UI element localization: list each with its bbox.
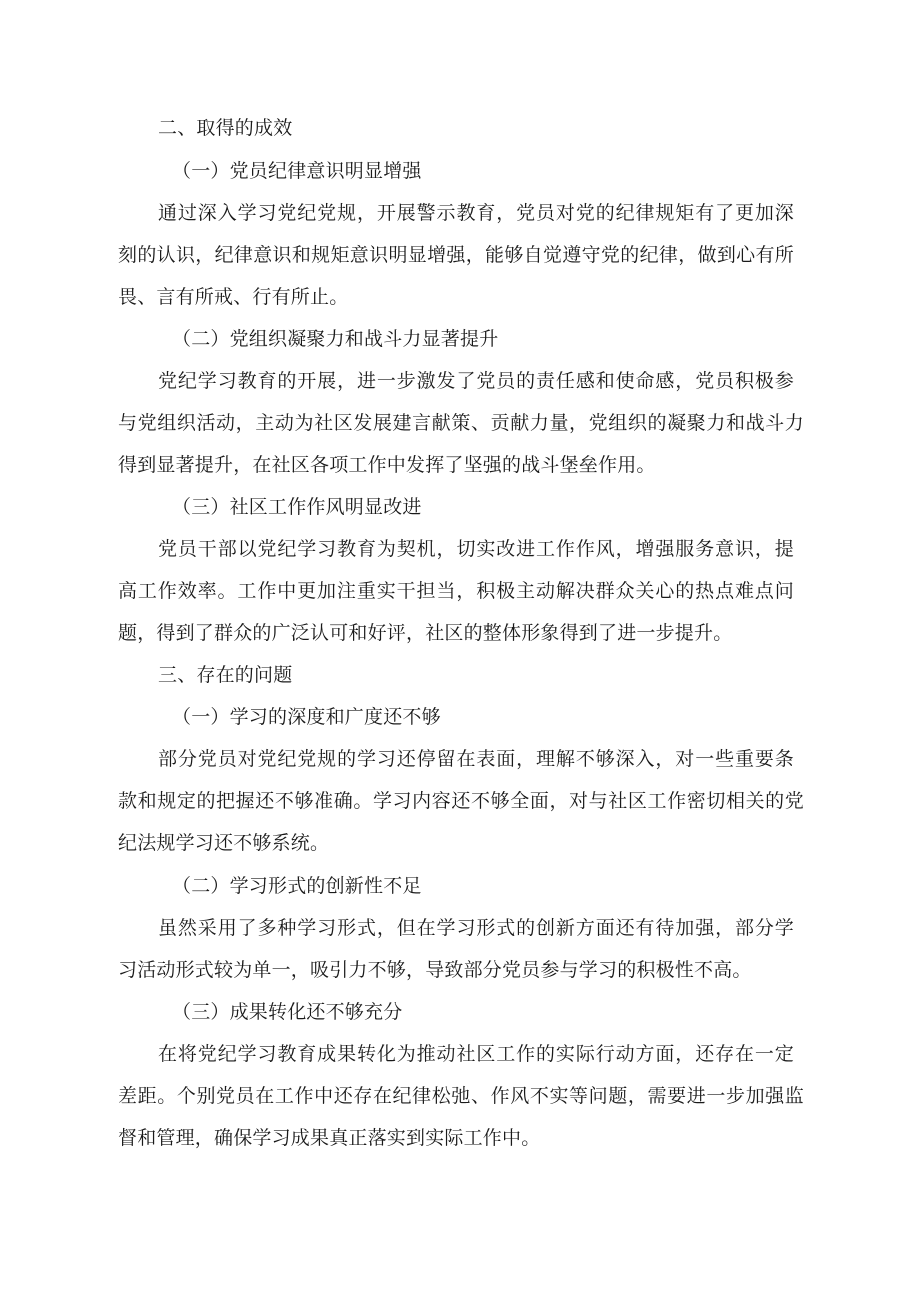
paragraph-line: 题，得到了群众的广泛认可和好评，社区的整体形象得到了进一步提升。 bbox=[118, 622, 733, 644]
paragraph-line: 刻的认识，纪律意识和规矩意识明显增强，能够自觉遵守党的纪律，做到心有所 bbox=[118, 244, 794, 266]
paragraph-line: 党纪学习教育的开展，进一步激发了党员的责任感和使命感，党员积极参 bbox=[158, 370, 794, 392]
paragraph-line: 纪法规学习还不够系统。 bbox=[118, 832, 330, 854]
paragraph-line: 款和规定的把握还不够准确。学习内容还不够全面，对与社区工作密切相关的党 bbox=[118, 790, 804, 812]
subsection-title: （二）学习形式的创新性不足 bbox=[172, 875, 422, 897]
paragraph-line: 在将党纪学习教育成果转化为推动社区工作的实际行动方面，还存在一定 bbox=[158, 1043, 794, 1065]
section-heading: 二、取得的成效 bbox=[158, 117, 293, 139]
paragraph-line: 习活动形式较为单一，吸引力不够，导致部分党员参与学习的积极性不高。 bbox=[118, 959, 752, 981]
subsection-title: （二）党组织凝聚力和战斗力显著提升 bbox=[172, 328, 499, 350]
paragraph-line: 督和管理，确保学习成果真正落实到实际工作中。 bbox=[118, 1127, 541, 1149]
section-heading: 三、存在的问题 bbox=[158, 664, 293, 686]
subsection-title: （一）学习的深度和广度还不够 bbox=[172, 706, 441, 728]
paragraph-line: 部分党员对党纪党规的学习还停留在表面，理解不够深入，对一些重要条 bbox=[158, 748, 794, 770]
subsection-title: （三）成果转化还不够充分 bbox=[172, 1001, 403, 1023]
paragraph-line: 得到显著提升，在社区各项工作中发挥了坚强的战斗堡垒作用。 bbox=[118, 454, 656, 476]
subsection-title: （三）社区工作作风明显改进 bbox=[172, 496, 422, 518]
paragraph-line: 通过深入学习党纪党规，开展警示教育，党员对党的纪律规矩有了更加深 bbox=[158, 202, 794, 224]
paragraph-line: 与党组织活动，主动为社区发展建言献策、贡献力量，党组织的凝聚力和战斗力 bbox=[118, 412, 804, 434]
paragraph-line: 虽然采用了多种学习形式，但在学习形式的创新方面还有待加强，部分学 bbox=[158, 917, 794, 939]
paragraph-line: 畏、言有所戒、行有所止。 bbox=[118, 286, 349, 308]
paragraph-line: 高工作效率。工作中更加注重实干担当，积极主动解决群众关心的热点难点问 bbox=[118, 580, 794, 602]
paragraph-line: 差距。个别党员在工作中还存在纪律松弛、作风不实等问题，需要进一步加强监 bbox=[118, 1085, 804, 1107]
subsection-title: （一）党员纪律意识明显增强 bbox=[172, 160, 422, 182]
paragraph-line: 党员干部以党纪学习教育为契机，切实改进工作作风，增强服务意识，提 bbox=[158, 538, 794, 560]
